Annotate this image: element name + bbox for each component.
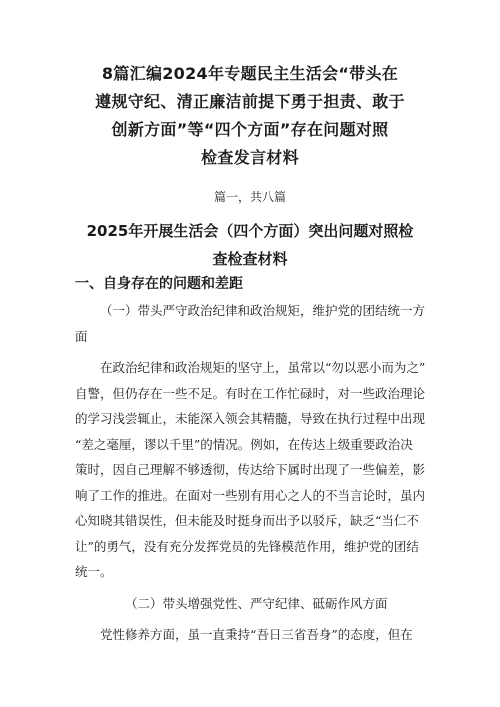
paragraph-line: 统一。 (75, 564, 113, 579)
title-line: 创新方面”等“四个方面”存在问题对照 (111, 120, 389, 139)
article-heading (0, 217, 500, 273)
part-label: 篇一，共八篇 (213, 190, 286, 204)
paragraph-line: 策时，因自己理解不够透彻，传达给下属时出现了一些偏差，影 (75, 462, 426, 477)
heading-line: 2025年开展生活会（四个方面）突出问题对照检 (86, 222, 414, 240)
paragraph-line: 心知晓其错误性，但未能及时挺身而出予以驳斥，缺乏“当仁不 (75, 513, 419, 528)
paragraph-line: 响了工作的推进。在面对一些别有用心之人的不当言论时，虽内 (75, 487, 426, 503)
heading-line: 查检查材料 (212, 250, 288, 268)
paragraph-line: 让”的勇气，没有充分发挥党员的先锋模范作用，维护党的团结 (75, 538, 419, 554)
paragraph-line: 的学习浅尝辄止，未能深入领会其精髓，导致在执行过程中出现 (75, 411, 426, 426)
paragraph-line: 自警，但仍存在一些不足。有时在工作忙碌时，对一些政治理论 (75, 385, 426, 401)
body-text (75, 298, 435, 648)
document-title (0, 60, 500, 172)
title-line: 8篇汇编2024年专题民主生活会“带头在 (101, 64, 399, 83)
section-heading: 一、自身存在的问题和差距 (75, 276, 243, 292)
paragraph-line: 在政治纪律和政治规矩的坚守上，虽常以“勿以恶小而为之” (100, 360, 426, 375)
subsection-heading: （一）带头严守政治纪律和政治规矩，维护党的团结统一方 (100, 303, 426, 318)
title-line: 检查发言材料 (201, 148, 299, 167)
subsection-heading: （二）带头增强党性、严守纪律、砥砺作风方面 (125, 595, 388, 611)
paragraph-line: “差之毫厘，谬以千里”的情况。例如，在传达上级重要政治决 (75, 436, 413, 452)
paragraph-line: 党性修养方面，虽一直秉持“吾日三省吾身”的态度，但在 (100, 627, 413, 642)
subsection-heading-cont: 面 (75, 328, 88, 344)
title-line: 遵规守纪、清正廉洁前提下勇于担责、敢于 (95, 92, 405, 111)
